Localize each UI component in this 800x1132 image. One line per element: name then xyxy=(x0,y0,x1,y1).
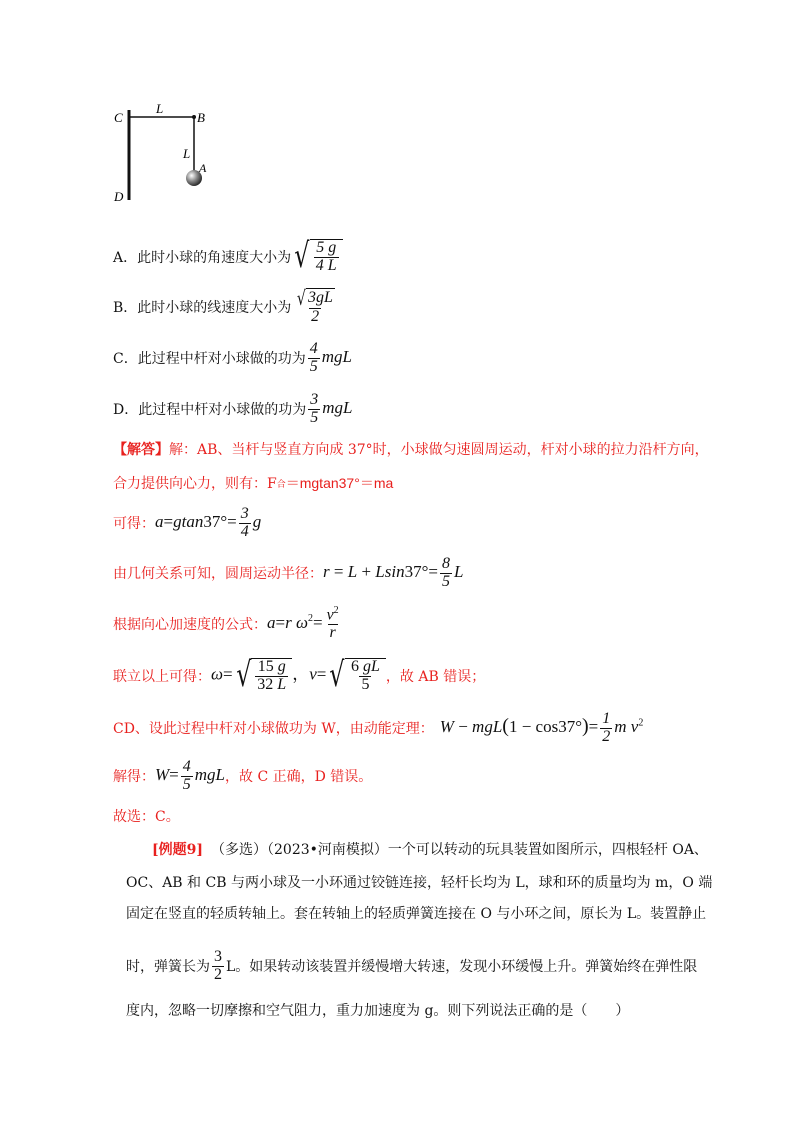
answer-line-7-label: CD、设此过程中杆对小球做功为 W，由动能定理： xyxy=(113,721,434,737)
example-line-3 xyxy=(126,902,706,924)
example-line-4-post: L。如果转动该装置并缓慢增大转速，发现小环缓慢上升。弹簧始终在弹性限 xyxy=(226,959,698,975)
answer-line-6-formula: ω= √ $\frac{15 g}{32 L}$ ，v= √ $\frac{6 gL}{5}$ xyxy=(211,658,386,694)
answer-line-8-label: 解得： xyxy=(113,769,155,785)
answer-line-1 xyxy=(113,438,709,460)
answer-line-4-formula: r = L + Lsin37°= $\frac{8}{5}$ L xyxy=(323,554,464,590)
example-line-1 xyxy=(152,838,708,860)
answer-line-5-label: 根据向心加速度的公式： xyxy=(113,617,267,633)
answer-line-2-pre: 合力提供向心力，则有：F xyxy=(113,476,277,492)
answer-line-4 xyxy=(113,553,463,593)
answer-line-6-tail: ，故 AB 错误； xyxy=(385,669,486,685)
option-a[interactable] xyxy=(113,237,343,277)
answer-line-8-formula: W= $\frac{4}{5}$ mgL xyxy=(155,757,225,793)
option-d-formula: $\frac{3}{5}$ mgL xyxy=(310,390,353,426)
option-c-formula: $\frac{4}{5}$ mgL xyxy=(309,339,352,375)
option-d-text: 此过程中杆对小球做的功为 xyxy=(138,402,307,418)
answer-line-7 xyxy=(113,707,643,749)
option-b-text: 此时小球的线速度大小为 xyxy=(137,300,292,316)
answer-line-5 xyxy=(113,603,343,645)
answer-line-3 xyxy=(113,503,261,543)
option-b-formula: √ 3 gL 2 xyxy=(297,286,333,326)
example-line-4-den: 2 xyxy=(214,965,222,983)
option-d[interactable] xyxy=(113,389,352,429)
example-line-3-text: 固定在竖直的轻质转轴上。套在转轴上的轻质弹簧连接在 O 与小环之间，原长为 L。装置静止 xyxy=(126,906,707,922)
example-line-2 xyxy=(126,871,712,893)
example-line-4-num: 3 xyxy=(214,947,222,965)
example-line-2-text: OC、AB 和 CB 与两小球及一小环通过铰链连接，轻杆长均为 L，球和环的质量均为 m，O 端 xyxy=(126,875,713,891)
option-a-letter: A． xyxy=(113,250,138,266)
option-c-letter: C． xyxy=(113,351,138,367)
option-b[interactable] xyxy=(113,287,339,327)
pendulum-figure xyxy=(108,100,218,208)
example-line-1-text: （多选）（2023•河南模拟）一个可以转动的玩具装置如图所示，四根轻杆 OA、 xyxy=(211,842,708,858)
label-a: A xyxy=(199,161,207,175)
answer-line-3-label: 可得： xyxy=(113,516,155,532)
answer-line-2-post: ＝mgtan37°＝ma xyxy=(285,475,394,491)
label-d: D xyxy=(114,189,124,204)
label-top-l: L xyxy=(156,101,164,116)
answer-tag: 【解答】 xyxy=(113,442,169,458)
example-line-5-text: 度内，忽略一切摩擦和空气阻力，重力加速度为 g。则下列说法正确的是（ ） xyxy=(126,1003,630,1019)
answer-line-6 xyxy=(113,654,485,698)
example-line-5 xyxy=(126,999,629,1021)
answer-line-8-tail: ，故 C 正确，D 错误。 xyxy=(225,769,373,785)
option-a-formula: √ $\frac{5 g}{4 L}$ xyxy=(291,239,343,275)
answer-line-2-sub: 合 xyxy=(276,478,286,489)
option-c-text: 此过程中杆对小球做的功为 xyxy=(137,351,306,367)
option-c[interactable] xyxy=(113,338,352,378)
label-b: B xyxy=(197,110,205,125)
label-side-l: L xyxy=(183,146,191,161)
answer-line-5-formula: a=r $\omega^2=$ $\frac{v^2}{r}$ xyxy=(267,605,339,642)
option-a-text: 此时小球的角速度大小为 xyxy=(137,250,292,266)
answer-line-4-label: 由几何关系可知，圆周运动半径： xyxy=(113,566,323,582)
answer-line-9 xyxy=(113,805,180,827)
option-d-letter: D． xyxy=(113,402,139,418)
answer-line-2 xyxy=(113,472,393,494)
answer-line-1-text: 解：AB、当杆与竖直方向成 37°时，小球做匀速圆周运动，杆对小球的拉力沿杆方向， xyxy=(169,442,709,458)
example-tag: [例题9] xyxy=(152,842,203,858)
answer-line-7-formula: W − mgL(1 − cos37°)= $\frac{1}{2}$ m $v^2$ xyxy=(439,709,644,745)
example-line-4-fraction xyxy=(212,949,224,984)
option-b-letter: B． xyxy=(113,300,138,316)
example-line-4-pre: 时，弹簧长为 xyxy=(126,959,210,975)
answer-line-8 xyxy=(113,755,372,797)
answer-line-9-text: 故选：C。 xyxy=(113,809,180,825)
label-c: C xyxy=(114,110,123,125)
answer-line-3-formula: a=gtan37°= $\frac{3}{4}$ g xyxy=(155,504,262,540)
example-line-4 xyxy=(126,946,697,986)
answer-line-6-label: 联立以上可得： xyxy=(113,669,211,685)
joint-b xyxy=(192,115,196,119)
